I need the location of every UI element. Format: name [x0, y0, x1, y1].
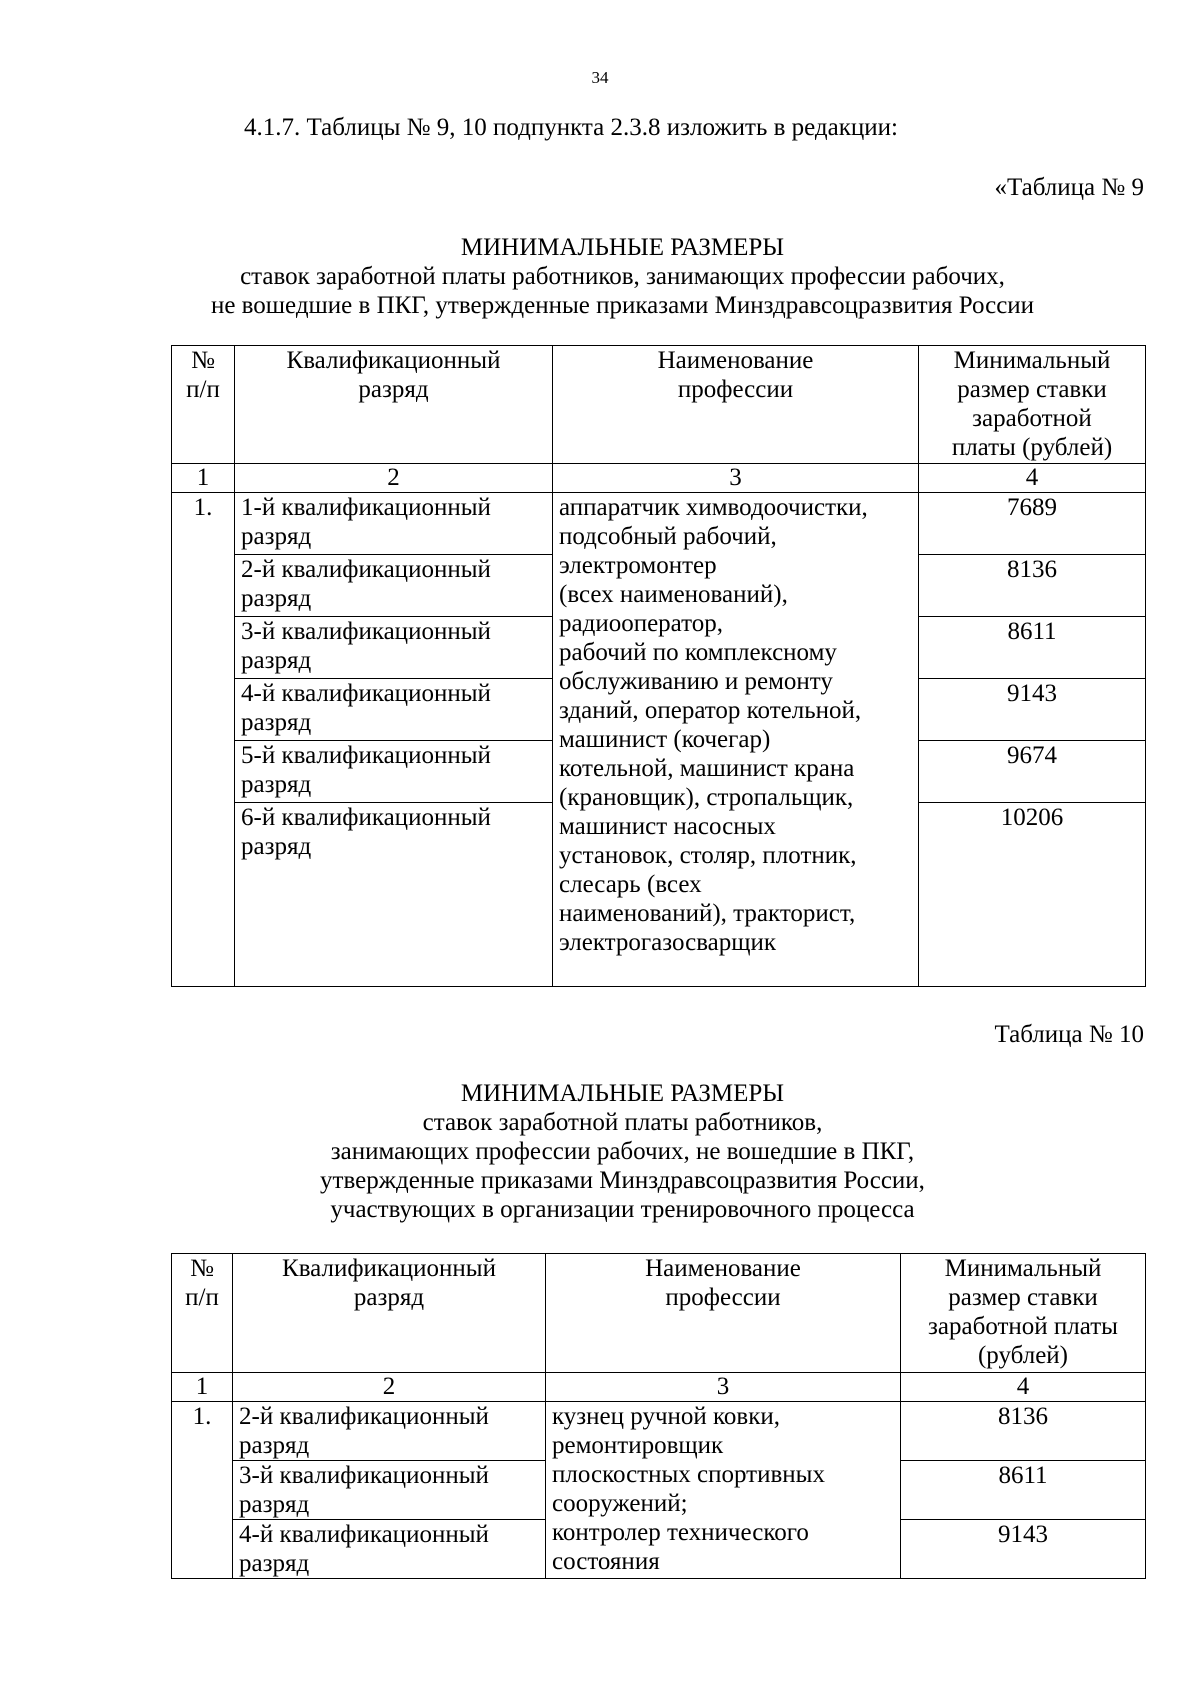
table10-heading: [100, 1079, 1145, 1224]
column-number: 4: [901, 1373, 1146, 1402]
column-number: 1: [172, 464, 235, 493]
table9-heading-line: МИНИМАЛЬНЫЕ РАЗМЕРЫ: [460, 234, 785, 261]
rank-cell: 2-й квалификационный разряд: [233, 1402, 546, 1461]
table10-column-numbers: [172, 1373, 1146, 1402]
table10-header-profession: Наименование профессии: [546, 1254, 901, 1373]
rank-cell: 6-й квалификационный разряд: [235, 803, 553, 987]
profession-cell: аппаратчик химводоочистки, подсобный рабочий, электромонтер (всех наименований), радиооператор, рабочий по комплексному обслуживанию и ремонту зданий, оператор котельной, машинист (кочегар) котельной, машинист крана (крановщик), стропальщик, машинист насосных установок, столяр, плотник, слесарь (всех наименований), тракторист, электрогазосварщик: [553, 493, 919, 987]
page-number: 34: [591, 68, 609, 87]
rank-cell: 3-й квалификационный разряд: [233, 1461, 546, 1520]
intro-paragraph: 4.1.7. Таблицы № 9, 10 подпункта 2.3.8 изложить в редакции:: [244, 114, 898, 141]
rank-cell: 4-й квалификационный разряд: [233, 1520, 546, 1579]
table9-heading: [100, 233, 1145, 320]
rate-cell: 9674: [919, 741, 1146, 803]
table9-header-row: [172, 346, 1146, 464]
rate-cell: 9143: [919, 679, 1146, 741]
table10-header-index: № п/п: [172, 1254, 233, 1373]
table10-heading-line: участвующих в организации тренировочного процесса: [330, 1196, 915, 1223]
table9-header-rank: Квалификационный разряд: [235, 346, 553, 464]
table9-caption: «Таблица № 9: [994, 174, 1144, 201]
table9-header-rate: Минимальный размер ставки заработной платы (рублей): [919, 346, 1146, 464]
column-number: 4: [919, 464, 1146, 493]
profession-cell: кузнец ручной ковки, ремонтировщик плоскостных спортивных сооружений; контролер технического состояния: [546, 1402, 901, 1579]
table10-heading-line: ставок заработной платы работников,: [422, 1109, 823, 1136]
rate-cell: 7689: [919, 493, 1146, 555]
rate-cell: 10206: [919, 803, 1146, 987]
rate-cell: 8611: [919, 617, 1146, 679]
rank-cell: 4-й квалификационный разряд: [235, 679, 553, 741]
table10: [171, 1253, 1146, 1579]
table9: [171, 345, 1146, 987]
table-row: [172, 1402, 1146, 1461]
table10-heading-line: утвержденные приказами Минздравсоцразвития России,: [320, 1167, 925, 1194]
row-index: 1.: [172, 493, 235, 987]
table9-header-profession: Наименование профессии: [553, 346, 919, 464]
column-number: 2: [233, 1373, 546, 1402]
rate-cell: 8136: [901, 1402, 1146, 1461]
table10-header-rate: Минимальный размер ставки заработной платы (рублей): [901, 1254, 1146, 1373]
table-row: [172, 493, 1146, 555]
rank-cell: 1-й квалификационный разряд: [235, 493, 553, 555]
table9-heading-line: не вошедшие в ПКГ, утвержденные приказами Минздравсоцразвития России: [210, 292, 1035, 319]
column-number: 2: [235, 464, 553, 493]
table10-heading-line: МИНИМАЛЬНЫЕ РАЗМЕРЫ: [460, 1080, 785, 1107]
table9-column-numbers: [172, 464, 1146, 493]
row-index: 1.: [172, 1402, 233, 1579]
rank-cell: 5-й квалификационный разряд: [235, 741, 553, 803]
table10-header-rank: Квалификационный разряд: [233, 1254, 546, 1373]
column-number: 3: [553, 464, 919, 493]
table10-header-row: [172, 1254, 1146, 1373]
rate-cell: 9143: [901, 1520, 1146, 1579]
table10-caption: Таблица № 10: [994, 1021, 1144, 1048]
column-number: 1: [172, 1373, 233, 1402]
rank-cell: 2-й квалификационный разряд: [235, 555, 553, 617]
table9-header-index: № п/п: [172, 346, 235, 464]
rank-cell: 3-й квалификационный разряд: [235, 617, 553, 679]
table9-heading-line: ставок заработной платы работников, занимающих профессии рабочих,: [240, 263, 1005, 290]
table10-heading-line: занимающих профессии рабочих, не вошедшие в ПКГ,: [330, 1138, 915, 1165]
column-number: 3: [546, 1373, 901, 1402]
rate-cell: 8136: [919, 555, 1146, 617]
rate-cell: 8611: [901, 1461, 1146, 1520]
